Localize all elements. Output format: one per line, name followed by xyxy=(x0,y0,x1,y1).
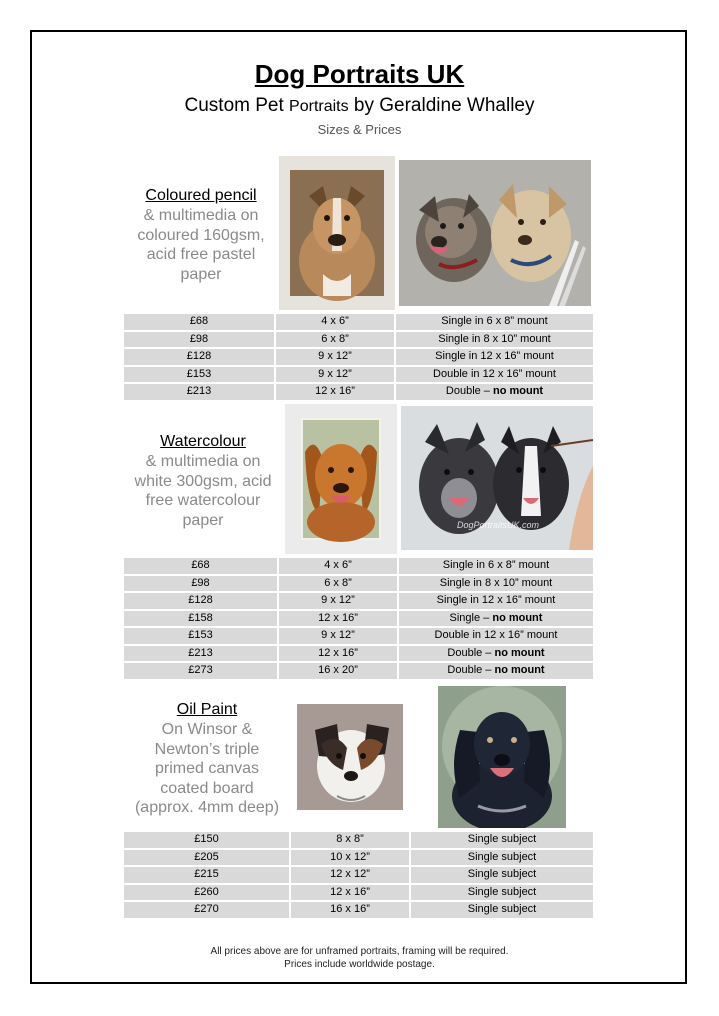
subtitle-part: Portraits xyxy=(289,98,349,115)
description-line: acid free pastel xyxy=(146,246,256,263)
price-cell: £270 xyxy=(124,902,289,918)
oil-paint-collie-image xyxy=(297,704,403,810)
section-heading: Watercolour xyxy=(160,433,246,450)
description-cell xyxy=(411,867,593,883)
size-cell: 4 x 6” xyxy=(279,558,397,574)
table-row xyxy=(124,558,593,574)
section-oil-paint-text xyxy=(124,700,290,818)
description-emphasis: no mount xyxy=(494,646,545,659)
description-cell xyxy=(411,850,593,866)
table-row xyxy=(124,902,593,918)
size-cell: 8 x 8” xyxy=(291,832,409,848)
section-description xyxy=(126,206,276,284)
size-cell: 9 x 12” xyxy=(276,349,394,365)
size-cell: 12 x 16” xyxy=(279,646,397,662)
description-line: free watercolour xyxy=(145,492,261,509)
section-coloured-pencil-text xyxy=(126,186,276,284)
description-cell xyxy=(396,384,593,400)
table-row xyxy=(124,332,593,348)
watercolour-single-dog-image xyxy=(285,404,397,554)
description-cell xyxy=(396,314,593,330)
coloured-pencil-single-dog-image xyxy=(279,156,395,310)
price-cell: £68 xyxy=(124,558,277,574)
description-cell xyxy=(399,646,593,662)
table-row xyxy=(124,850,593,866)
description-text: Single in 6 x 8” mount xyxy=(441,315,548,327)
section-heading: Coloured pencil xyxy=(145,187,257,204)
size-cell: 6 x 8” xyxy=(279,576,397,592)
size-cell: 12 x 16” xyxy=(279,611,397,627)
price-cell: £153 xyxy=(124,628,277,644)
description-line: (approx. 4mm deep) xyxy=(134,799,280,816)
size-cell: 16 x 16” xyxy=(291,902,409,918)
price-cell: £215 xyxy=(124,867,289,883)
price-cell: £98 xyxy=(124,576,277,592)
description-cell xyxy=(411,902,593,918)
footer-line: All prices above are for unframed portraits, framing will be required. xyxy=(210,946,509,957)
table-row xyxy=(124,576,593,592)
table-row xyxy=(124,367,593,383)
description-emphasis: no mount xyxy=(492,385,544,397)
coloured-pencil-price-table xyxy=(122,312,595,402)
price-cell: £128 xyxy=(124,593,277,609)
description-line: On Winsor & xyxy=(161,721,253,738)
description-cell xyxy=(399,576,593,592)
price-cell: £273 xyxy=(124,663,277,679)
price-cell: £128 xyxy=(124,349,274,365)
price-cell: £98 xyxy=(124,332,274,348)
watermark-text: DogPortraitsUK.com xyxy=(457,520,540,530)
section-heading: Oil Paint xyxy=(176,701,238,718)
subtitle-part: Custom Pet xyxy=(184,95,290,116)
price-cell: £153 xyxy=(124,367,274,383)
description-line: & multimedia on xyxy=(143,207,259,224)
description-text: Single – xyxy=(449,611,493,624)
size-cell: 12 x 16” xyxy=(276,384,394,400)
description-line: paper xyxy=(182,511,224,529)
table-row xyxy=(124,314,593,330)
description-line: paper xyxy=(180,265,222,283)
description-text: Double – xyxy=(445,385,493,397)
table-row xyxy=(124,611,593,627)
description-cell xyxy=(399,628,593,644)
size-cell: 10 x 12” xyxy=(291,850,409,866)
oil-paint-price-table xyxy=(122,830,595,920)
size-cell: 16 x 20” xyxy=(279,663,397,679)
description-text: Single subject xyxy=(467,903,537,915)
size-cell: 9 x 12” xyxy=(279,593,397,609)
footer-note xyxy=(0,945,719,971)
description-text: Single in 8 x 10” mount xyxy=(438,332,551,345)
subtitle-part: by Geraldine Whalley xyxy=(348,95,535,116)
sizes-prices-label: Sizes & Prices xyxy=(317,122,402,137)
description-text: Double in 12 x 16” mount xyxy=(434,629,558,641)
page-title: Dog Portraits UK xyxy=(254,59,465,89)
table-row xyxy=(124,663,593,679)
description-line: white 300gsm, acid xyxy=(134,472,272,490)
description-cell xyxy=(399,593,593,609)
section-description xyxy=(124,720,290,818)
description-cell xyxy=(411,832,593,848)
description-text: Single subject xyxy=(467,868,537,880)
size-cell: 9 x 12” xyxy=(279,628,397,644)
size-cell: 12 x 12” xyxy=(291,867,409,883)
size-cell: 12 x 16” xyxy=(291,885,409,901)
description-cell xyxy=(411,885,593,901)
description-text: Single subject xyxy=(467,833,537,845)
table-row xyxy=(124,384,593,400)
size-cell: 6 x 8” xyxy=(276,332,394,348)
table-row xyxy=(124,593,593,609)
description-text: Single in 6 x 8” mount xyxy=(442,559,550,571)
price-cell: £68 xyxy=(124,314,274,330)
description-text: Single subject xyxy=(467,850,537,863)
size-cell: 4 x 6” xyxy=(276,314,394,330)
table-row xyxy=(124,628,593,644)
description-text: Single subject xyxy=(467,885,537,898)
description-cell xyxy=(399,558,593,574)
section-description xyxy=(126,452,280,530)
price-cell: £150 xyxy=(124,832,289,848)
table-row xyxy=(124,646,593,662)
table-row xyxy=(124,832,593,848)
description-text: Single in 8 x 10” mount xyxy=(439,576,553,589)
size-cell: 9 x 12” xyxy=(276,367,394,383)
description-line: coated board xyxy=(160,779,254,797)
price-cell: £158 xyxy=(124,611,277,627)
price-cell: £213 xyxy=(124,646,277,662)
description-text: Double – xyxy=(447,646,495,659)
description-line: coloured 160gsm, xyxy=(137,226,265,244)
description-text: Double – xyxy=(447,664,495,676)
price-cell: £260 xyxy=(124,885,289,901)
price-cell: £213 xyxy=(124,384,274,400)
watercolour-price-table xyxy=(122,556,595,681)
description-cell xyxy=(399,663,593,679)
description-cell xyxy=(396,367,593,383)
description-line: & multimedia on xyxy=(145,453,261,470)
description-text: Single in 12 x 16” mount xyxy=(435,350,554,362)
description-line: primed canvas xyxy=(154,760,260,777)
footer-line: Prices include worldwide postage. xyxy=(284,959,435,970)
description-emphasis: no mount xyxy=(494,664,545,676)
watercolour-two-dogs-image xyxy=(401,406,593,550)
coloured-pencil-two-dogs-image xyxy=(399,160,591,306)
description-cell xyxy=(396,332,593,348)
oil-paint-spaniel-image xyxy=(438,686,566,828)
price-cell: £205 xyxy=(124,850,289,866)
description-text: Single in 12 x 16” mount xyxy=(436,594,556,606)
description-emphasis: no mount xyxy=(492,611,543,624)
description-line: Newton’s triple xyxy=(154,740,260,758)
table-row xyxy=(124,867,593,883)
description-cell xyxy=(396,349,593,365)
page-subtitle xyxy=(0,94,719,119)
table-row xyxy=(124,885,593,901)
table-row xyxy=(124,349,593,365)
description-text: Double in 12 x 16” mount xyxy=(433,367,556,380)
description-cell xyxy=(399,611,593,627)
section-watercolour-text xyxy=(126,432,280,530)
